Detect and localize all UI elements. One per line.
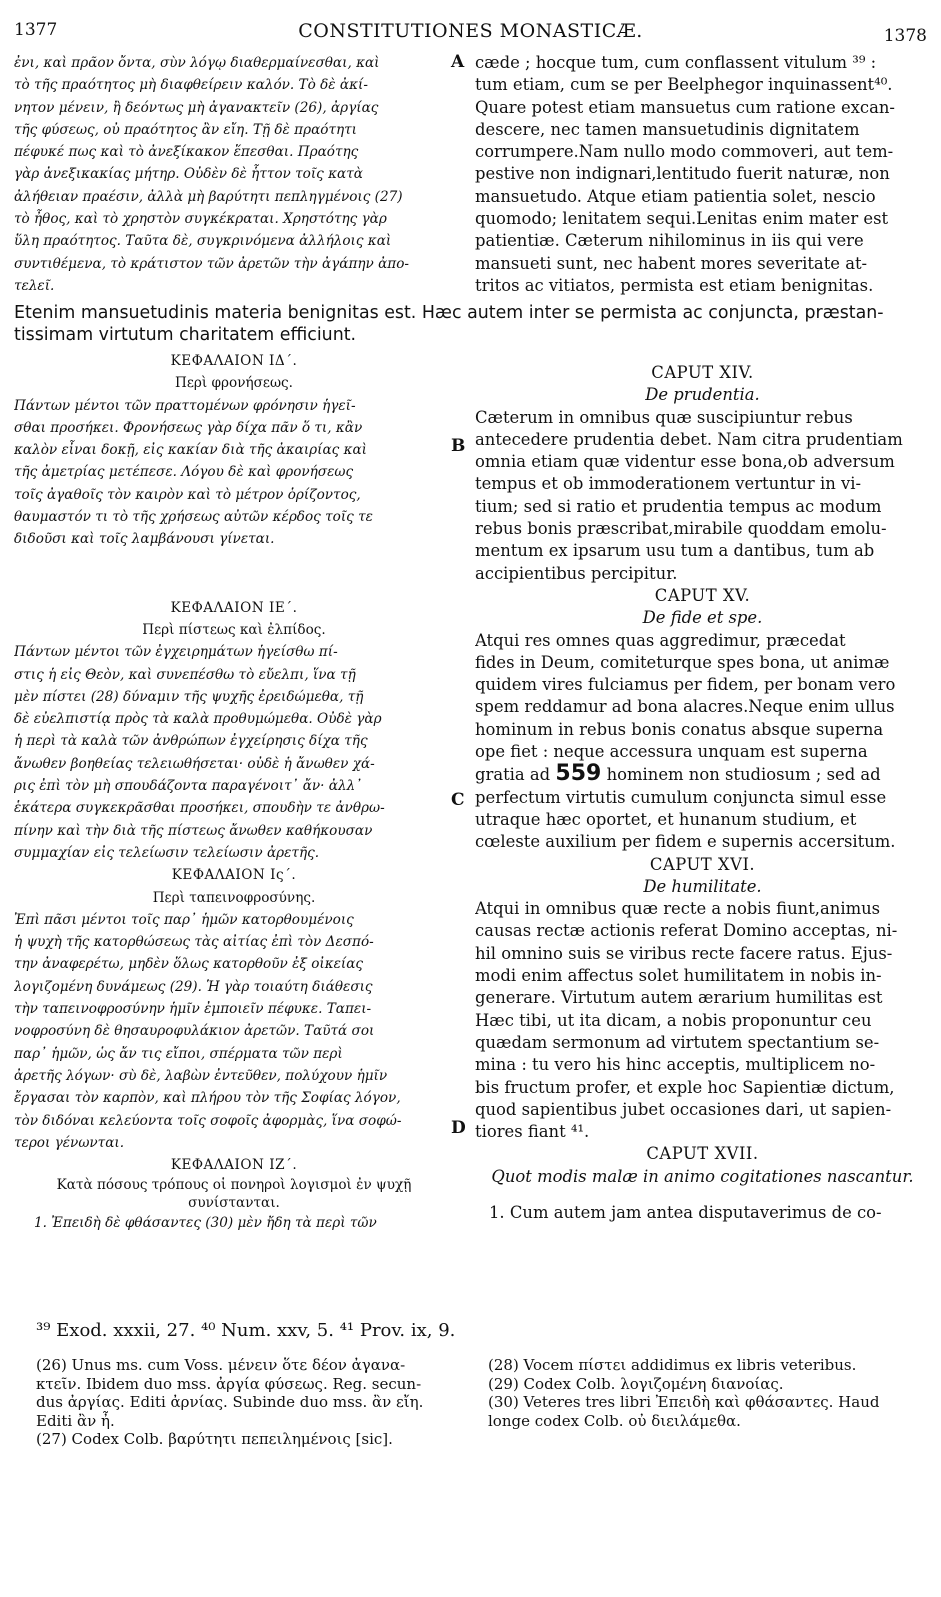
footnote-line: (29) Codex Colb. λογιζομένη διανοίας. bbox=[488, 1374, 784, 1393]
greek-column-top bbox=[14, 52, 454, 297]
latin-chapter-17-heading: CAPUT XVII. bbox=[646, 1144, 759, 1164]
greek-line: τεροι γένωνται. bbox=[14, 1134, 125, 1151]
greek-line: ἄνωθεν βοηθείας τελειωθήσεται· οὐδὲ ἡ ἄνωθεν χά- bbox=[14, 755, 375, 772]
greek-line: νοφροσύνη δὲ θησαυροφυλάκιον ἀρετῶν. Ταῦτά σοι bbox=[14, 1023, 375, 1040]
greek-line: τὸν διδόναι κελεύοντα τοῖς σοφοῖς ἀφορμὰς, ἵνα σοφώ- bbox=[14, 1112, 402, 1129]
greek-line: θαυμαστόν τι τὸ τῆς χρήσεως αὐτῶν κέρδος τοῖς τε bbox=[14, 509, 373, 526]
latin-line: modi enim affectus solet humilitatem in nobis in- bbox=[475, 966, 882, 986]
latin-line: quidem vires fulciamus per fidem, per bonam vero bbox=[475, 675, 896, 695]
greek-line: σθαι προσήκει. Φρονήσεως γὰρ δίχα πᾶν ὅ τι, κἂν bbox=[14, 419, 363, 436]
latin-line: mansuetudo. Atque etiam patientia solet, nescio bbox=[475, 186, 876, 206]
greek-line: διδοῦσι καὶ τοῖς λαμβάνουσι γίνεται. bbox=[14, 531, 275, 548]
page-number-left: 1377 bbox=[14, 20, 58, 40]
greek-line: γὰρ ἀνεξικακίας μήτηρ. Οὐδὲν δὲ ἧττον τοῖς κατὰ bbox=[14, 166, 363, 183]
greek-line: την ἀναφερέτω, μηδὲν ὅλως κατορθοῦν ἐξ οἰκείας bbox=[14, 956, 364, 973]
latin-line-with-page-number bbox=[475, 763, 930, 786]
latin-line: omnia etiam quæ videntur esse bona,ob adversum bbox=[475, 452, 895, 472]
greek-line: συμμαχίαν εἰς τελείωσιν τελείωσιν ἀρετῆς. bbox=[14, 844, 320, 861]
latin-line: accipientibus percipitur. bbox=[475, 563, 678, 583]
greek-line: ὕλη πραότητος. Ταῦτα δὲ, συγκρινόμενα ἀλλήλοις καὶ bbox=[14, 233, 392, 250]
greek-line: τῆς φύσεως, οὐ πραότητος ἂν εἴη. Τῇ δὲ πραότητι bbox=[14, 121, 357, 138]
latin-line: mina : tu vero his hinc acceptis, multiplicem no- bbox=[475, 1055, 876, 1075]
latin-line: Cæterum in omnibus quæ suscipiuntur rebus bbox=[475, 407, 853, 427]
latin-line: tium; sed si ratio et prudentia tempus ac modum bbox=[475, 496, 882, 516]
footnote-line: (28) Vocem πίστει addidimus ex libris veteribus. bbox=[488, 1356, 857, 1374]
footnote-line: (26) Unus ms. cum Voss. μένειν ὅτε δέον ἀγανα- bbox=[36, 1356, 406, 1374]
latin-line: hominum in rebus bonis conatus absque superna bbox=[475, 719, 884, 739]
latin-chapter-15-heading: CAPUT XV. bbox=[654, 585, 751, 605]
latin-line: Hæc tibi, ut ita dicam, a nobis proponuntur ceu bbox=[475, 1010, 872, 1030]
greek-line: Πάντων μέντοι τῶν πραττομένων φρόνησιν ἡγεῖ- bbox=[14, 397, 356, 414]
footnotes-right bbox=[488, 1356, 928, 1430]
latin-line: bis fructum profer, et exple hoc Sapientiæ dictum, bbox=[475, 1077, 895, 1097]
full-width-line bbox=[14, 302, 929, 346]
greek-line: τελεῖ. bbox=[14, 277, 55, 294]
scripture-references: ³⁹ Exod. xxxii, 27. ⁴⁰ Num. xxv, 5. ⁴¹ Prov. ix, 9. bbox=[36, 1320, 456, 1341]
greek-chapter-16-subtitle: Περὶ ταπεινοφροσύνης. bbox=[152, 889, 316, 906]
latin-line: descere, nec tamen mansuetudinis dignitatem bbox=[475, 119, 860, 139]
greek-line: ἀρετῆς λόγων· σὺ δὲ, λαβὼν ἐντεῦθεν, πολύχουν ἡμῖν bbox=[14, 1067, 388, 1084]
greek-line: νητον μένειν, ἢ δεόντως μὴ ἀγανακτεῖν (26), ἀργίας bbox=[14, 99, 379, 116]
greek-chapter-14-subtitle: Περὶ φρονήσεως. bbox=[175, 375, 293, 392]
greek-line: τῆς ἀμετρίας μετέπεσε. Λόγου δὲ καὶ φρονήσεως bbox=[14, 464, 354, 481]
latin-line: quomodo; lenitatem sequi.Lenitas enim mater est bbox=[475, 209, 889, 229]
greek-line: ἡ ψυχὴ τῆς κατορθώσεως τὰς αἰτίας ἐπὶ τὸν Δεσπό- bbox=[14, 934, 374, 951]
latin-line: pestive non indignari,lentitudo fuerit naturæ, non bbox=[475, 164, 890, 184]
latin-line-part: gratia ad bbox=[475, 765, 551, 785]
greek-line: λογιζομένη δυνάμεως (29). Ἡ γὰρ τοιαύτη διάθεσις bbox=[14, 978, 373, 995]
footnote-line: Editi ἂν ἦ. bbox=[36, 1411, 115, 1430]
margin-letter-b: B bbox=[451, 436, 466, 456]
greek-chapter-17-heading: ΚΕΦΑΛΑΙΟΝ ΙΖ΄. bbox=[170, 1157, 298, 1174]
greek-line: τὴν ταπεινοφροσύνην ἡμῖν ἐμποιεῖν πέφυκε. Ταπει- bbox=[14, 1001, 372, 1018]
greek-line: ἀλήθειαν πραέσιν, ἀλλὰ μὴ βαρύτητι πεπληγμένοις (27) bbox=[14, 188, 403, 205]
latin-line: perfectum virtutis cumulum conjuncta simul esse bbox=[475, 787, 887, 807]
latin-line: fides in Deum, comiteturque spes bona, ut animæ bbox=[475, 652, 890, 672]
latin-line: Quare potest etiam mansuetus cum ratione excan- bbox=[475, 97, 895, 117]
latin-line: tiores fiant ⁴¹. bbox=[475, 1122, 590, 1142]
latin-line: ope fiet : neque accessura unquam est superna bbox=[475, 742, 868, 762]
footnote-line: dus ἀργίας. Editi ἀρνίας. Subinde duo mss. ἂν εἴη. bbox=[36, 1393, 424, 1411]
footnote-line: (27) Codex Colb. βαρύτητι πεπειλημένοις [sic]. bbox=[36, 1430, 393, 1448]
latin-line: corrumpere.Nam nullo modo commoveri, aut tem- bbox=[475, 142, 894, 162]
latin-line: generare. Virtutum autem ærarium humilitas est bbox=[475, 988, 883, 1008]
greek-line: 1. Ἐπειδὴ δὲ φθάσαντες (30) μὲν ἤδη τὰ περὶ τῶν bbox=[34, 1215, 377, 1232]
latin-line: causas rectæ actionis referat Domino acceptas, ni- bbox=[475, 921, 898, 941]
footnotes-left bbox=[36, 1356, 456, 1449]
greek-line: τὸ ἦθος, καὶ τὸ χρηστὸν συγκέκραται. Χρηστότης γὰρ bbox=[14, 211, 387, 228]
footnote-line: κτεῖν. Ibidem duo mss. ἀργία φύσεως. Reg. secun- bbox=[36, 1374, 422, 1393]
greek-line: ἡ περὶ τὰ καλὰ τῶν ἀνθρώπων ἐγχείρησις δίχα τῆς bbox=[14, 733, 368, 750]
greek-line: πίνην καὶ τὴν διὰ τῆς πίστεως ἄνωθεν καθήκουσαν bbox=[14, 822, 373, 839]
greek-column-lower bbox=[14, 350, 454, 1235]
greek-line: ἑκάτερα συγκεκρᾶσθαι προσήκει, σπουδὴν τε ἀνθρω- bbox=[14, 800, 385, 817]
greek-line: μὲν πίστει (28) δύναμιν τῆς ψυχῆς ἐρειδώμεθα, τῇ bbox=[14, 688, 364, 705]
greek-line: Ἐπὶ πᾶσι μέντοι τοῖς παρ᾽ ἡμῶν κατορθουμένοις bbox=[14, 911, 354, 928]
latin-chapter-17-subtitle: Quot modis malæ in animo cogitationes nascantur. bbox=[491, 1166, 914, 1186]
footnote-line: (30) Veteres tres libri Ἐπειδὴ καὶ φθάσαντες. Haud bbox=[488, 1393, 880, 1411]
greek-line: στις ἡ εἰς Θεὸν, καὶ συνεπέσθω τὸ εὔελπι, ἵνα τῇ bbox=[14, 666, 356, 683]
margin-letter-d: D bbox=[451, 1118, 466, 1138]
greek-line: ἐνι, καὶ πρᾶον ὄντα, σὺν λόγῳ διαθερμαίνεσθαι, καὶ bbox=[14, 55, 380, 71]
latin-line: cæde ; hocque tum, cum conflassent vitulum ³⁹ : bbox=[475, 53, 877, 72]
running-title: CONSTITUTIONES MONASTICÆ. bbox=[298, 20, 643, 42]
latin-line: mentum ex ipsarum usu tum a dantibus, tum ab bbox=[475, 541, 875, 561]
greek-chapter-17-subtitle: Κατὰ πόσους τρόπους οἱ πονηροὶ λογισμοὶ ἐν ψυχῇ συνίστανται. bbox=[56, 1177, 412, 1212]
latin-line: tritos ac vitiatos, permista est etiam benignitas. bbox=[475, 275, 874, 295]
latin-chapter-15-subtitle: De fide et spe. bbox=[642, 608, 763, 628]
full-line: Etenim mansuetudinis materia benignitas est. Hæc autem inter se permista ac conjuncta, præstan- bbox=[14, 303, 884, 323]
latin-chapter-16-subtitle: De humilitate. bbox=[643, 876, 762, 896]
latin-column-top bbox=[475, 52, 930, 297]
footnote-line: longe codex Colb. οὐ διειλάμεθα. bbox=[488, 1411, 741, 1430]
running-header bbox=[0, 14, 941, 48]
greek-line: συντιθέμενα, τὸ κράτιστον τῶν ἀρετῶν τὴν ἀγάπην ἀπο- bbox=[14, 255, 410, 272]
margin-letter-a: A bbox=[451, 52, 465, 72]
latin-line: cœleste auxilium per fidem e supernis accersitum. bbox=[475, 832, 896, 852]
greek-line: καλὸν εἶναι δοκῇ, εἰς κακίαν διὰ τῆς ἀκαιρίας καὶ bbox=[14, 442, 368, 459]
greek-line: Πάντων μέντοι τῶν ἐγχειρημάτων ἡγείσθω πί- bbox=[14, 644, 338, 661]
latin-column-lower bbox=[475, 362, 930, 1224]
greek-line: τοῖς ἀγαθοῖς τὸν καιρὸν καὶ τὸ μέτρον ὁρίζοντος, bbox=[14, 486, 361, 503]
greek-line: παρ᾽ ἡμῶν, ὡς ἄν τις εἴποι, σπέρματα τῶν περὶ bbox=[14, 1045, 343, 1062]
greek-chapter-16-heading: ΚΕΦΑΛΑΙΟΝ Ις΄. bbox=[171, 867, 297, 884]
column-page-number: 559 bbox=[555, 763, 602, 787]
latin-chapter-16-heading: CAPUT XVI. bbox=[649, 854, 756, 874]
latin-chapter-14-subtitle: De prudentia. bbox=[645, 385, 760, 405]
latin-line: quædam sermonum ad virtutem spectantium se- bbox=[475, 1032, 880, 1052]
latin-line: utraque hæc oportet, et hunanum studium, et bbox=[475, 809, 857, 829]
greek-line: τὸ τῆς πραότητος μὴ διαφθείρειν καλόν. Τὸ δὲ ἀκί- bbox=[14, 77, 368, 94]
greek-line: πέφυκέ πως καὶ τὸ ἀνεξίκακον ἕπεσθαι. Πραότης bbox=[14, 144, 359, 161]
latin-line: rebus bonis præscribat,mirabile quoddam emolu- bbox=[475, 519, 887, 539]
latin-line-part: hominem non studiosum ; sed ad bbox=[606, 765, 881, 785]
latin-chapter-14-heading: CAPUT XIV. bbox=[651, 363, 754, 382]
full-line: tissimam virtutum charitatem efficiunt. bbox=[14, 325, 357, 345]
greek-chapter-14-heading: ΚΕΦΑΛΑΙΟΝ ΙΔ΄. bbox=[170, 353, 298, 369]
greek-chapter-15-subtitle: Περὶ πίστεως καὶ ἐλπίδος. bbox=[142, 621, 326, 638]
page-number-right: 1378 bbox=[883, 26, 927, 46]
latin-line: 1. Cum autem jam antea disputaverimus de co- bbox=[489, 1202, 882, 1222]
greek-line: ἔργασαι τὸν καρπὸν, καὶ πλήρου τὸν τῆς Σοφίας λόγον, bbox=[14, 1090, 401, 1107]
latin-line: hil omnino suis se viribus recte facere ratus. Ejus- bbox=[475, 943, 893, 963]
margin-letter-c: C bbox=[451, 790, 465, 810]
latin-line: mansueti sunt, nec habent mores severitate at- bbox=[475, 253, 868, 273]
latin-line: tempus et ob immoderationem vertuntur in vi- bbox=[475, 474, 861, 494]
latin-line: spem reddamur ad bona alacres.Neque enim ullus bbox=[475, 697, 895, 717]
latin-line: tum etiam, cum se per Beelphegor inquinassent⁴⁰. bbox=[475, 75, 893, 95]
latin-line: patientiæ. Cæterum nihilominus in iis qui vere bbox=[475, 231, 864, 251]
greek-line: ρις ἐπὶ τὸν μὴ σπουδάζοντα παραγένοιτ᾽ ἄν· ἀλλ᾽ bbox=[14, 778, 363, 795]
latin-line: Atqui in omnibus quæ recte a nobis fiunt,animus bbox=[475, 899, 881, 919]
greek-chapter-15-heading: ΚΕΦΑΛΑΙΟΝ ΙΕ΄. bbox=[170, 599, 298, 616]
latin-line: quod sapientibus jubet occasiones dari, ut sapien- bbox=[475, 1099, 892, 1119]
latin-line: antecedere prudentia debet. Nam citra prudentiam bbox=[475, 429, 903, 449]
latin-line: Atqui res omnes quas aggredimur, præcedat bbox=[475, 630, 846, 650]
greek-line: δὲ εὐελπιστίᾳ πρὸς τὰ καλὰ προθυμώμεθα. Οὐδὲ γὰρ bbox=[14, 711, 382, 728]
